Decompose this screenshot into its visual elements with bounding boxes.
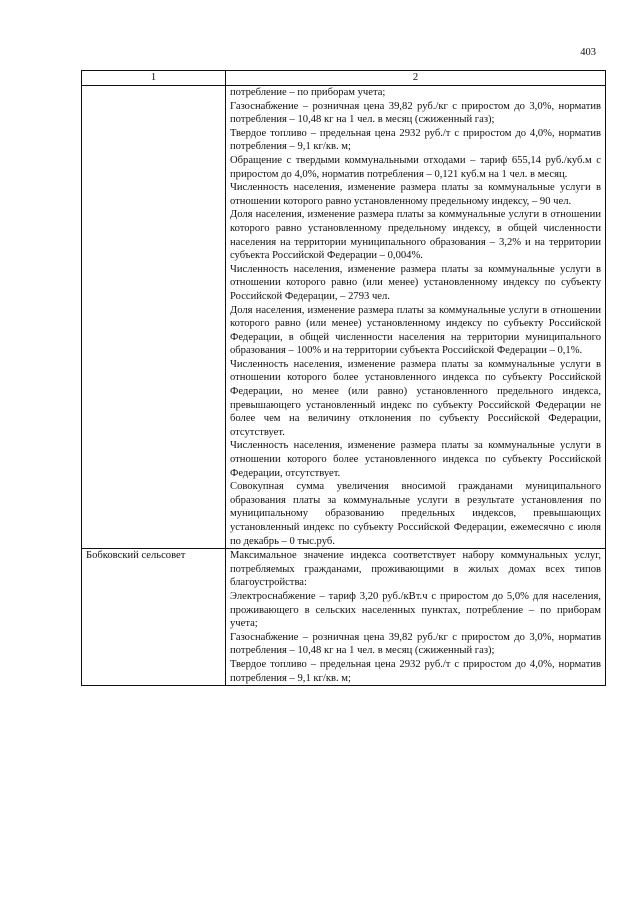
- column-header-1: 1: [82, 71, 226, 86]
- table-header-row: [82, 71, 606, 86]
- description-cell: [226, 549, 606, 686]
- paragraph: Твердое топливо – предельная цена 2932 руб./т с приростом до 4,0%, норматив потребления – 9,1 кг/кв. м;: [230, 127, 601, 153]
- paragraph: Доля населения, изменение размера платы за коммунальные услуги в отношении которого равно (или менее) установленному индексу по субъекту Российской Федерации, в общей численности населения на территории муниципального образования – 100% и на территории субъекта Российской Федерации – 0,1%.: [230, 304, 601, 357]
- paragraph: Твердое топливо – предельная цена 2932 руб./т с приростом до 4,0%, норматив потребления – 9,1 кг/кв. м;: [230, 658, 601, 684]
- paragraph: Численность населения, изменение размера платы за коммунальные услуги в отношении которого более установленного индекса по субъекту Российской Федерации, отсутствует.: [230, 440, 601, 479]
- description-cell: [226, 86, 606, 549]
- table-row: [82, 86, 606, 549]
- paragraph: Численность населения, изменение размера платы за коммунальные услуги в отношении которого более установленного индекса по субъекту Российской Федерации, но менее (или равно) установленного предельного индекса, превышающего установленный индекс по субъекту Российской Федерации не более чем на величину отклонения по субъекту Российской Федерации, отсутствует.: [230, 358, 601, 438]
- municipality-cell: Бобковский сельсовет: [82, 549, 226, 686]
- table-row: [82, 549, 606, 686]
- paragraph: Максимальное значение индекса соответствует набору коммунальных услуг, потребляемых гражданами, проживающими в жилых домах всех типов благоустройства:: [230, 550, 601, 589]
- page-number: 403: [580, 47, 596, 58]
- paragraph: Совокупная сумма увеличения вносимой гражданами муниципального образования платы за коммунальные услуги в результате установления по муниципальному образованию предельных индексов, превышающих установленный индекс по субъекту Российской Федерации, ежемесячно с июля по декабрь – 0 тыс.руб.: [230, 481, 601, 547]
- paragraph: Электроснабжение – тариф 3,20 руб./кВт.ч с приростом до 5,0% для населения, проживающего в сельских населенных пунктах, потребление – по приборам учета;: [230, 590, 601, 630]
- paragraph: Численность населения, изменение размера платы за коммунальные услуги в отношении которого равно (или менее) установленному индексу по субъекту Российской Федерации, – 2793 чел.: [230, 263, 601, 302]
- paragraph: Численность населения, изменение размера платы за коммунальные услуги в отношении которого равно установленному предельному индексу, – 90 чел.: [230, 182, 601, 207]
- municipality-cell: [82, 86, 226, 549]
- paragraph: потребление – по приборам учета;: [230, 87, 386, 98]
- paragraph: Доля населения, изменение размера платы за коммунальные услуги в отношении которого равно установленному предельному индексу, в общей численности населения на территории муниципального образования – 3,2% и на территории субъекта Российской Федерации – 0,004%.: [230, 209, 601, 262]
- column-header-2: 2: [226, 71, 606, 86]
- paragraph: Газоснабжение – розничная цена 39,82 руб./кг с приростом до 3,0%, норматив потребления – 10,48 кг на 1 чел. в месяц (сжиженный газ);: [230, 100, 601, 126]
- paragraph: Обращение с твердыми коммунальными отходами – тариф 655,14 руб./куб.м с приростом до 4,0%, норматив потребления – 0,121 куб.м на 1 чел. в месяц.: [230, 154, 601, 180]
- tariff-table: [81, 70, 606, 686]
- paragraph: Газоснабжение – розничная цена 39,82 руб./кг с приростом до 3,0%, норматив потребления – 10,48 кг на 1 чел. в месяц (сжиженный газ);: [230, 631, 601, 657]
